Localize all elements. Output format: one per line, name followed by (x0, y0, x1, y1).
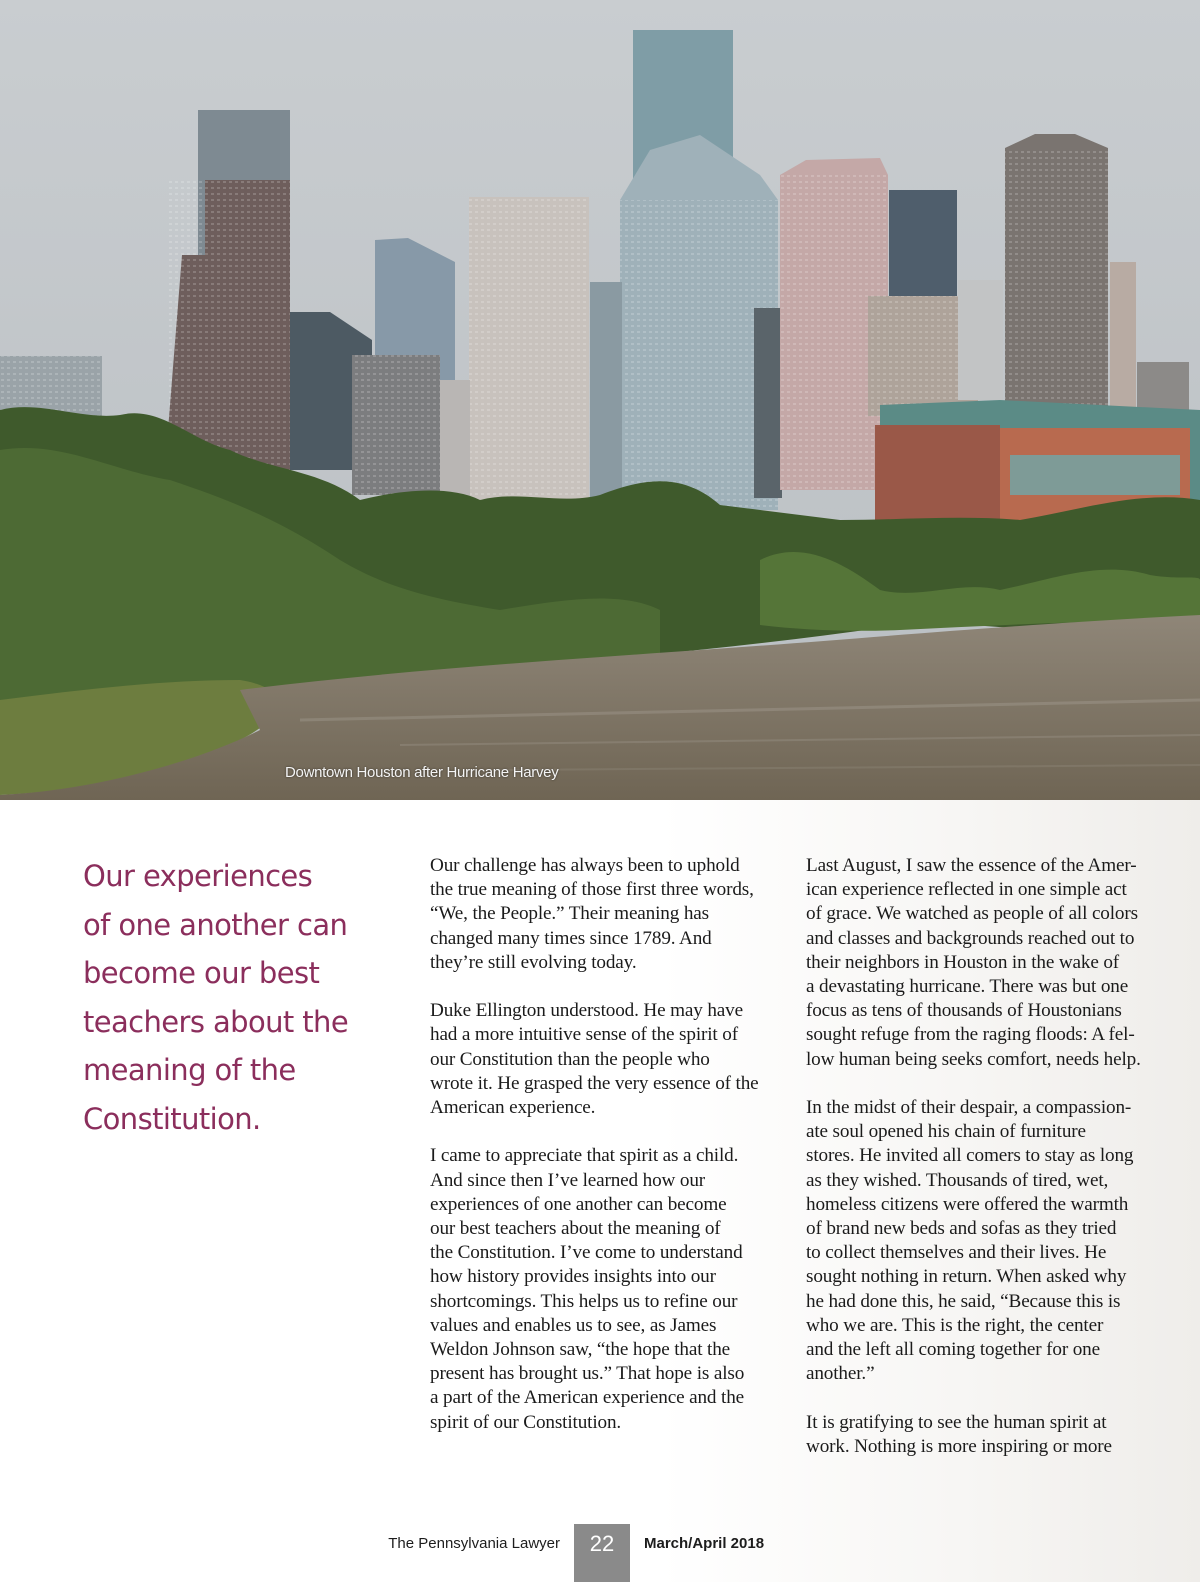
text-line: low human being seeks comfort, needs help. (806, 1048, 1141, 1070)
pull-quote-line: of one another can (83, 907, 348, 942)
text-line: wrote it. He grasped the very essence of the (430, 1072, 759, 1094)
text-line: the true meaning of those first three words, (430, 879, 754, 901)
text-line: sought nothing in return. When asked why (806, 1266, 1127, 1288)
text-line: had a more intuitive sense of the spirit of (430, 1024, 738, 1046)
text-line: ican experience reflected in one simple act (806, 879, 1127, 901)
text-line: I came to appreciate that spirit as a child. (430, 1145, 739, 1167)
article-column-2 (806, 854, 1156, 1483)
text-line: spirit of our Constitution. (430, 1411, 622, 1433)
text-line: a part of the American experience and the (430, 1387, 745, 1409)
text-line: a devastating hurricane. There was but one (806, 976, 1129, 998)
paragraph (430, 1144, 780, 1434)
pull-quote-line: teachers about the (83, 1004, 349, 1039)
issue-date: March/April 2018 (644, 1535, 765, 1552)
text-line: And since then I’ve learned how our (430, 1169, 706, 1191)
text-line: of grace. We watched as people of all colors (806, 903, 1138, 925)
text-line: present has brought us.” That hope is also (430, 1363, 745, 1385)
text-line: he had done this, he said, “Because this is (806, 1290, 1121, 1312)
text-line: “We, the People.” Their meaning has (430, 903, 709, 925)
text-line: shortcomings. This helps us to refine our (430, 1290, 738, 1312)
text-line: American experience. (430, 1097, 596, 1119)
text-line: values and enables us to see, as James (430, 1314, 717, 1336)
text-line: how history provides insights into our (430, 1266, 716, 1288)
text-line: homeless citizens were offered the warmth (806, 1193, 1129, 1215)
text-line: stores. He invited all comers to stay as long (806, 1145, 1134, 1167)
text-line: who we are. This is the right, the center (806, 1314, 1104, 1336)
text-line: and classes and backgrounds reached out to (806, 927, 1135, 949)
page-number: 22 (574, 1524, 630, 1582)
text-line: our best teachers about the meaning of (430, 1218, 721, 1240)
pull-quote-line: Our experiences (83, 859, 313, 893)
text-line: work. Nothing is more inspiring or more (806, 1435, 1112, 1457)
paragraph (806, 1096, 1156, 1386)
publication-name: The Pennsylvania Lawyer (388, 1535, 560, 1552)
page-footer (0, 1527, 1200, 1582)
text-line: to collect themselves and their lives. He (806, 1242, 1107, 1264)
text-line: In the midst of their despair, a compassion- (806, 1097, 1132, 1119)
paragraph (806, 854, 1156, 1072)
text-line: It is gratifying to see the human spirit at (806, 1411, 1107, 1433)
text-line: Duke Ellington understood. He may have (430, 1000, 743, 1022)
text-line: sought refuge from the raging floods: A fel- (806, 1024, 1135, 1046)
text-line: as they wished. Thousands of tired, wet, (806, 1169, 1109, 1191)
text-line: their neighbors in Houston in the wake of (806, 951, 1120, 973)
text-line: another.” (806, 1363, 875, 1385)
pull-quote-line: meaning of the (83, 1053, 296, 1087)
text-line: Last August, I saw the essence of the Amer- (806, 855, 1137, 876)
text-line: focus as tens of thousands of Houstonians (806, 1000, 1122, 1022)
article-column-1 (430, 854, 780, 1459)
paragraph (806, 1411, 1156, 1459)
text-line: of brand new beds and sofas as they tried (806, 1218, 1117, 1240)
text-line: experiences of one another can become (430, 1193, 727, 1215)
pull-quote-line: become our best (83, 956, 320, 990)
text-line: changed many times since 1789. And (430, 927, 712, 949)
text-line: and the left all coming together for one (806, 1339, 1100, 1361)
text-line: Weldon Johnson saw, “the hope that the (430, 1339, 731, 1361)
text-line: Our challenge has always been to uphold (430, 855, 740, 876)
pull-quote-line: Constitution. (83, 1101, 261, 1136)
paragraph (430, 999, 780, 1120)
paragraph (430, 854, 780, 975)
pull-quote (83, 852, 383, 1143)
text-line: our Constitution than the people who (430, 1048, 710, 1070)
text-line: they’re still evolving today. (430, 951, 637, 973)
photo-caption: Downtown Houston after Hurricane Harvey (285, 764, 559, 781)
text-line: the Constitution. I’ve come to understand (430, 1242, 743, 1264)
text-line: ate soul opened his chain of furniture (806, 1121, 1086, 1143)
